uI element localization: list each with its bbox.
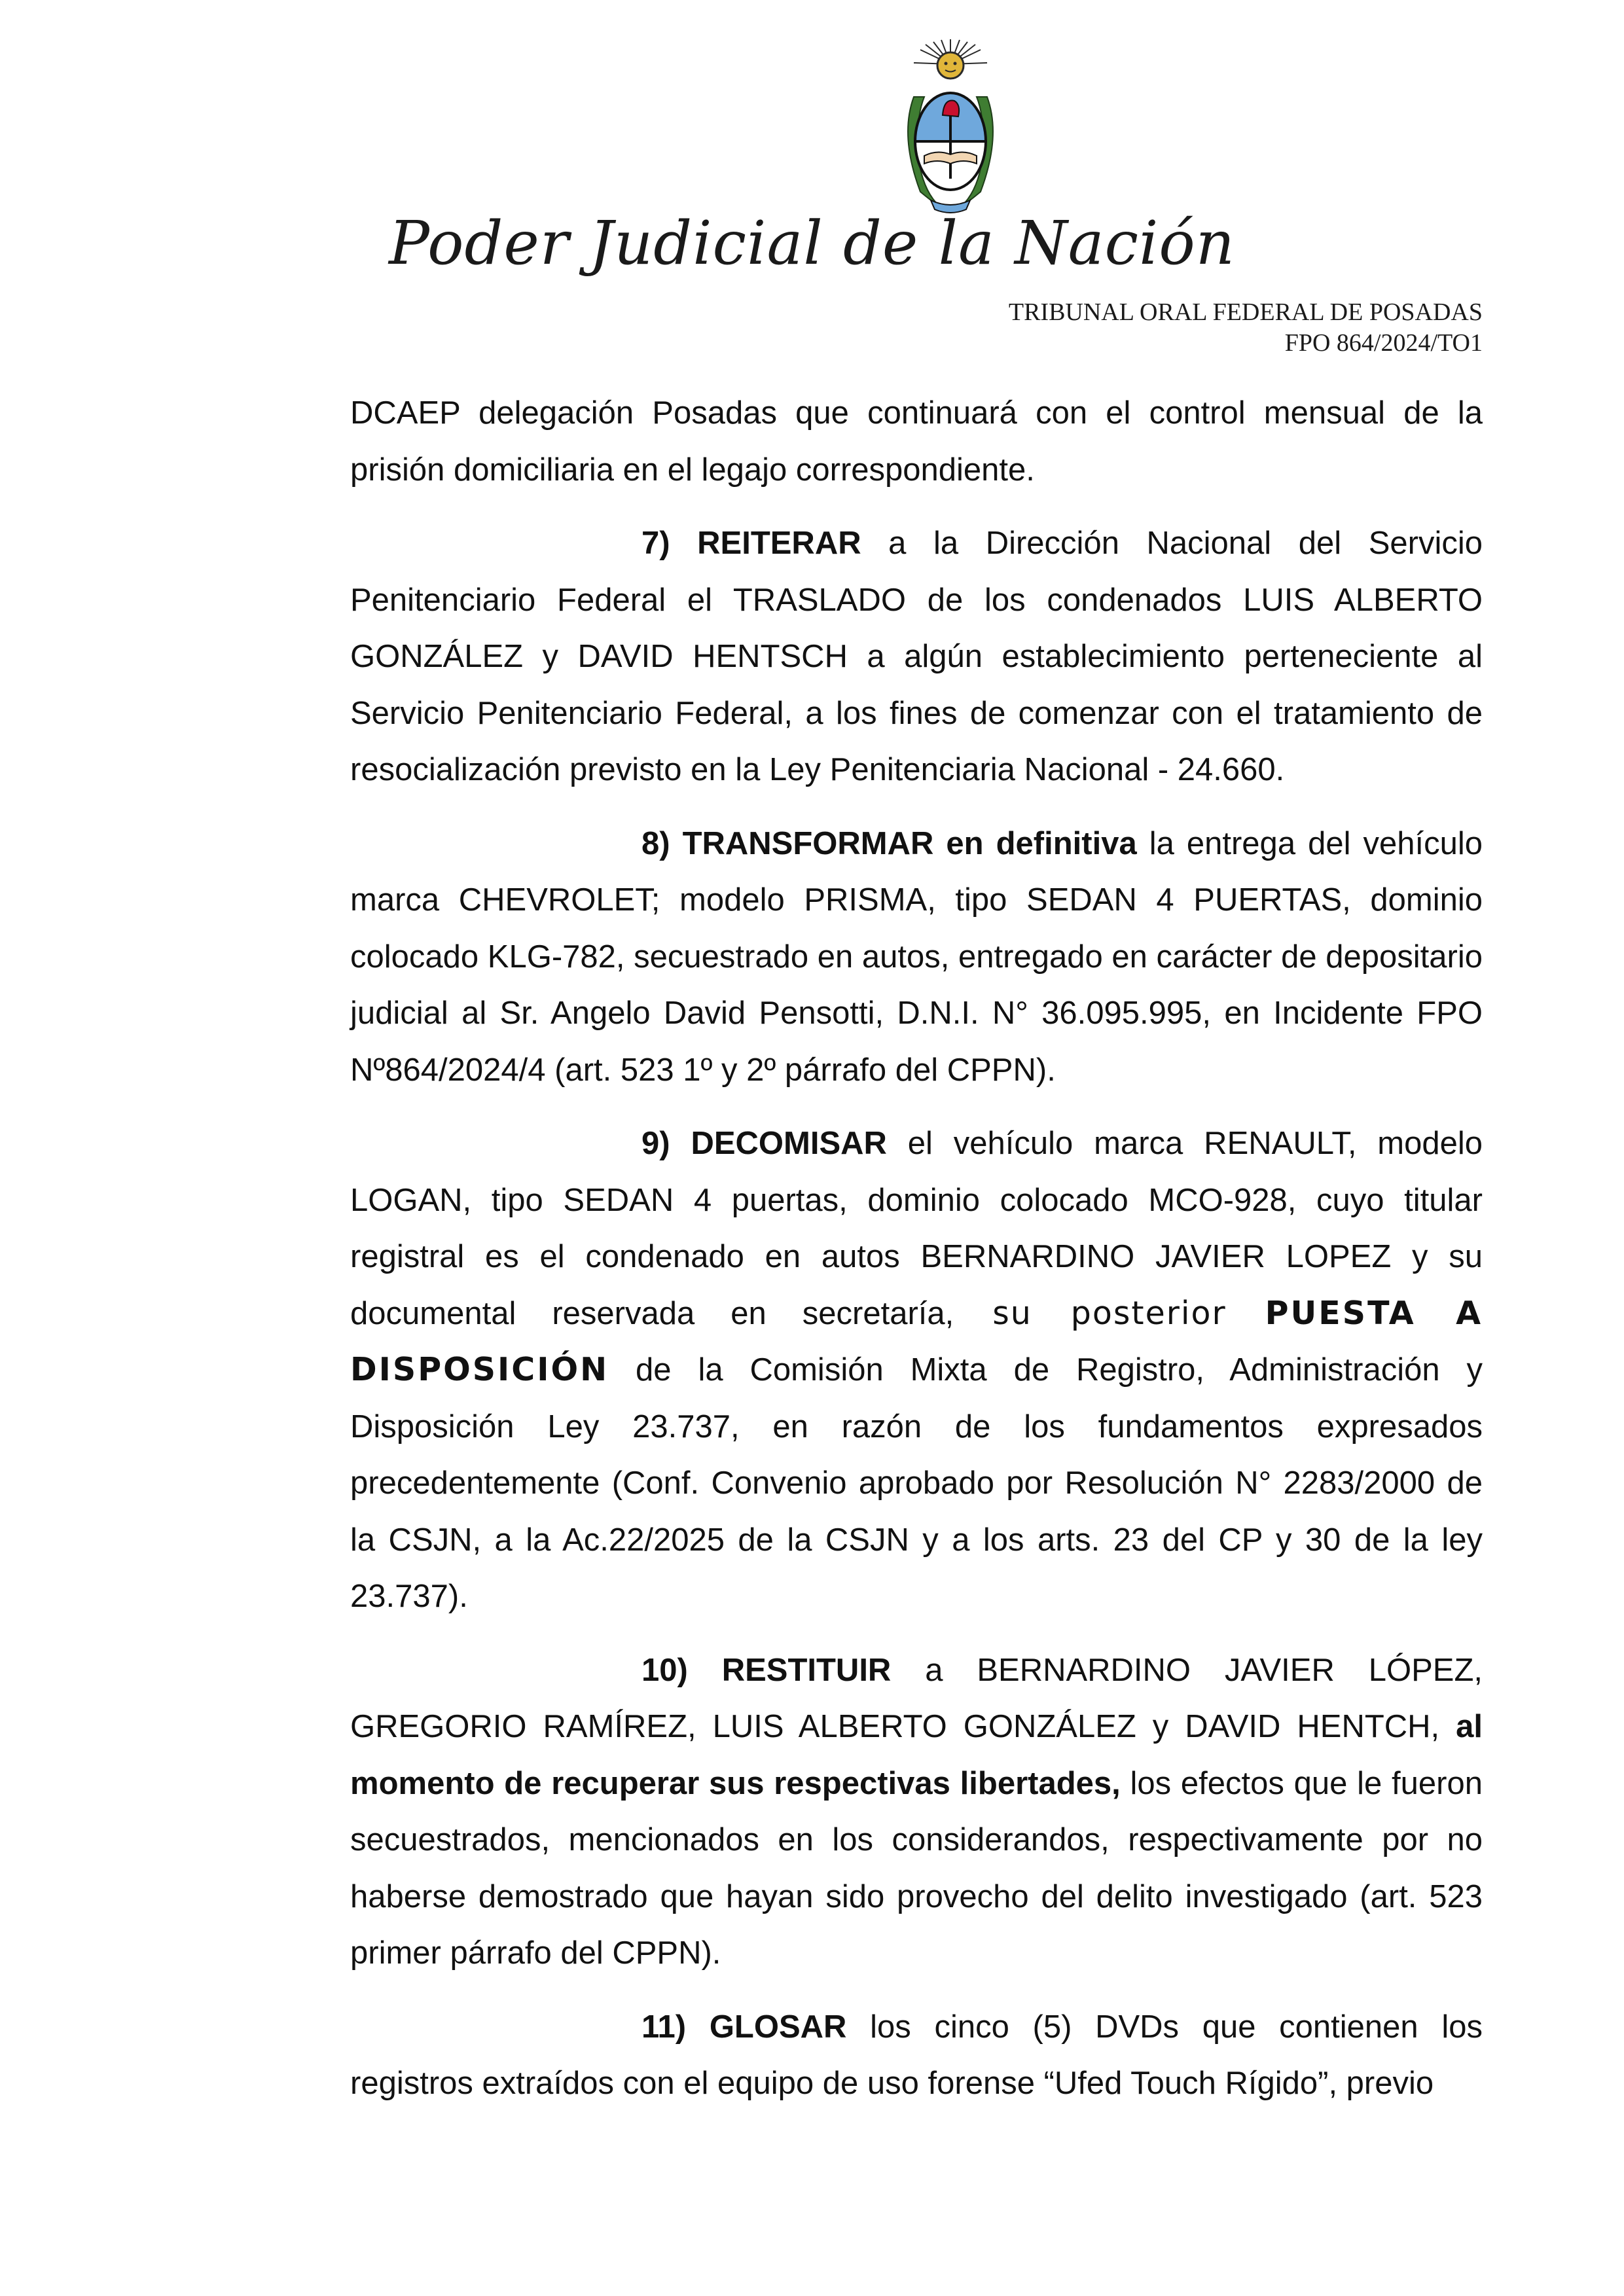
document-body: [350, 385, 1483, 2129]
paragraph-11: 11) GLOSAR los cinco (5) DVDs que contienen los registros extraídos con el equipo de uso forense “Ufed Touch Rígido”, previo: [350, 2009, 1483, 2101]
item-8-heading: 8) TRANSFORMAR en definitiva: [641, 825, 1137, 861]
paragraph-8: 8) TRANSFORMAR en definitiva la entrega del vehículo marca CHEVROLET; modelo PRISMA, tipo SEDAN 4 PUERTAS, dominio colocado KLG-782, secuestrado en autos, entregado en carácter de depositario judicial al Sr. Angelo David Pensotti, D.N.I. N° 36.095.995, en Incidente FPO Nº864/2024/4 (art. 523 1º y 2º párrafo del CPPN).: [350, 825, 1483, 1088]
item-10-heading: 10) RESTITUIR: [641, 1652, 892, 1688]
paragraph-9: 9) DECOMISAR el vehículo marca RENAULT, modelo LOGAN, tipo SEDAN 4 puertas, dominio colocado MCO-928, cuyo titular registral es el condenado en autos BERNARDINO JAVIER LOPEZ y su documental reservada en secretaría, su posterior PUESTA A DISPOSICIÓN de la Comisión Mixta de Registro, Administración y Disposición Ley 23.737, en razón de los fundamentos expresados precedentemente (Conf. Convenio aprobado por Resolución N° 2283/2000 de la CSJN, a la Ac.22/2025 de la CSJN y a los arts. 23 del CP y 30 de la ley 23.737).: [350, 1126, 1483, 1614]
item-7-heading: 7) REITERAR: [641, 526, 861, 561]
item-9-heading: 9) DECOMISAR: [641, 1126, 887, 1161]
paragraph-7: 7) REITERAR a la Dirección Nacional del Servicio Penitenciario Federal el TRASLADO de los condenados LUIS ALBERTO GONZÁLEZ y DAVID HENTSCH a algún establecimiento perteneciente al Servicio Penitenciario Federal, a los fines de comenzar con el tratamiento de resocialización previsto en la Ley Penitenciaria Nacional - 24.660.: [350, 526, 1483, 787]
item-11-heading: 11) GLOSAR: [641, 2009, 847, 2045]
paragraph-9-disposition: su posterior PUESTA A DISPOSICIÓN: [350, 1294, 1483, 1388]
paragraph-10: 10) RESTITUIR a BERNARDINO JAVIER LÓPEZ, GREGORIO RAMÍREZ, LUIS ALBERTO GONZÁLEZ y DAVID HENTCH, al momento de recuperar sus respectivas libertades, los efectos que le fueron secuestrados, mencionados en los considerandos, respectivamente por no haberse demostrado que hayan sido provecho del delito investigado (art. 523 primer párrafo del CPPN).: [350, 1652, 1483, 1971]
institution-title: Poder Judicial de la Nación: [388, 208, 1236, 278]
tribunal-name: TRIBUNAL ORAL FEDERAL DE POSADAS: [1008, 298, 1483, 326]
paragraph-continuation: DCAEP delegación Posadas que continuará con el control mensual de la prisión domiciliaria en el legajo correspondiente.: [350, 395, 1483, 488]
sun-face: [937, 52, 964, 79]
clasped-hands: [924, 152, 977, 164]
case-number: FPO 864/2024/TO1: [1284, 329, 1483, 357]
coat-of-arms-seal: [894, 38, 1007, 218]
